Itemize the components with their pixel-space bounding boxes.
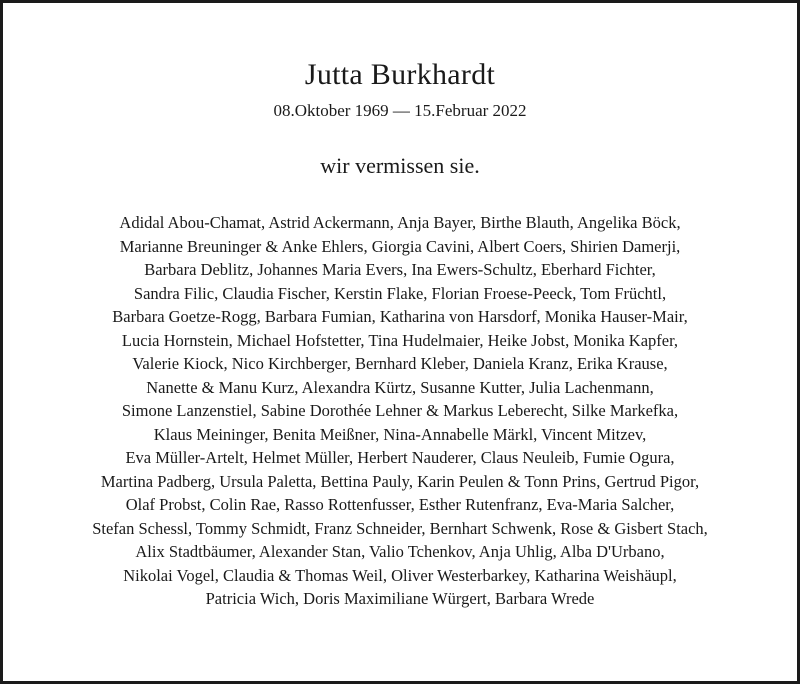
mourner-line: Klaus Meininger, Benita Meißner, Nina-Annabelle Märkl, Vincent Mitzev, (153, 424, 647, 444)
mourner-line: Sandra Filic, Claudia Fischer, Kerstin Flake, Florian Froese-Peeck, Tom Früchtl, (133, 283, 667, 303)
mourner-line: Adidal Abou-Chamat, Astrid Ackermann, Anja Bayer, Birthe Blauth, Angelika Böck, (119, 213, 681, 232)
mourner-line: Barbara Goetze-Rogg, Barbara Fumian, Katharina von Harsdorf, Monika Hauser-Mair, (112, 307, 688, 326)
mourner-line: Eva Müller-Artelt, Helmet Müller, Herbert Nauderer, Claus Neuleib, Fumie Ogura, (125, 448, 675, 467)
deceased-name: Jutta Burkhardt (304, 58, 496, 91)
memorial-heading: wir vermissen sie. (320, 153, 480, 178)
mourner-line: Nikolai Vogel, Claudia & Thomas Weil, Oliver Westerbarkey, Katharina Weishäupl, (123, 565, 677, 585)
mourner-line: Patricia Wich, Doris Maximiliane Würgert, Barbara Wrede (205, 589, 595, 608)
mourner-line: Alix Stadtbäumer, Alexander Stan, Valio Tchenkov, Anja Uhlig, Alba D'Urbano, (135, 542, 665, 561)
mourner-line: Valerie Kiock, Nico Kirchberger, Bernhard Kleber, Daniela Kranz, Erika Krause, (132, 354, 668, 373)
life-dates: 08.Oktober 1969 — 15.Februar 2022 (273, 101, 527, 120)
mourner-line: Marianne Breuninger & Anke Ehlers, Giorgia Cavini, Albert Coers, Shirien Damerji, (119, 236, 681, 256)
mourner-line: Simone Lanzenstiel, Sabine Dorothée Lehner & Markus Leberecht, Silke Markefka, (121, 401, 679, 420)
mourner-line: Barbara Deblitz, Johannes Maria Evers, Ina Ewers-Schultz, Eberhard Fichter, (144, 260, 656, 279)
mourner-line: Olaf Probst, Colin Rae, Rasso Rottenfusser, Esther Rutenfranz, Eva-Maria Salcher, (125, 495, 675, 514)
mourner-line: Nanette & Manu Kurz, Alexandra Kürtz, Susanne Kutter, Julia Lachenmann, (146, 377, 654, 397)
mourner-line: Stefan Schessl, Tommy Schmidt, Franz Schneider, Bernhart Schwenk, Rose & Gisbert Stach, (92, 518, 708, 538)
mourner-line: Lucia Hornstein, Michael Hofstetter, Tina Hudelmaier, Heike Jobst, Monika Kapfer, (121, 330, 679, 350)
mourner-list (13, 211, 787, 611)
mourner-line: Martina Padberg, Ursula Paletta, Bettina Pauly, Karin Peulen & Tonn Prins, Gertrud Pigor, (100, 471, 700, 491)
